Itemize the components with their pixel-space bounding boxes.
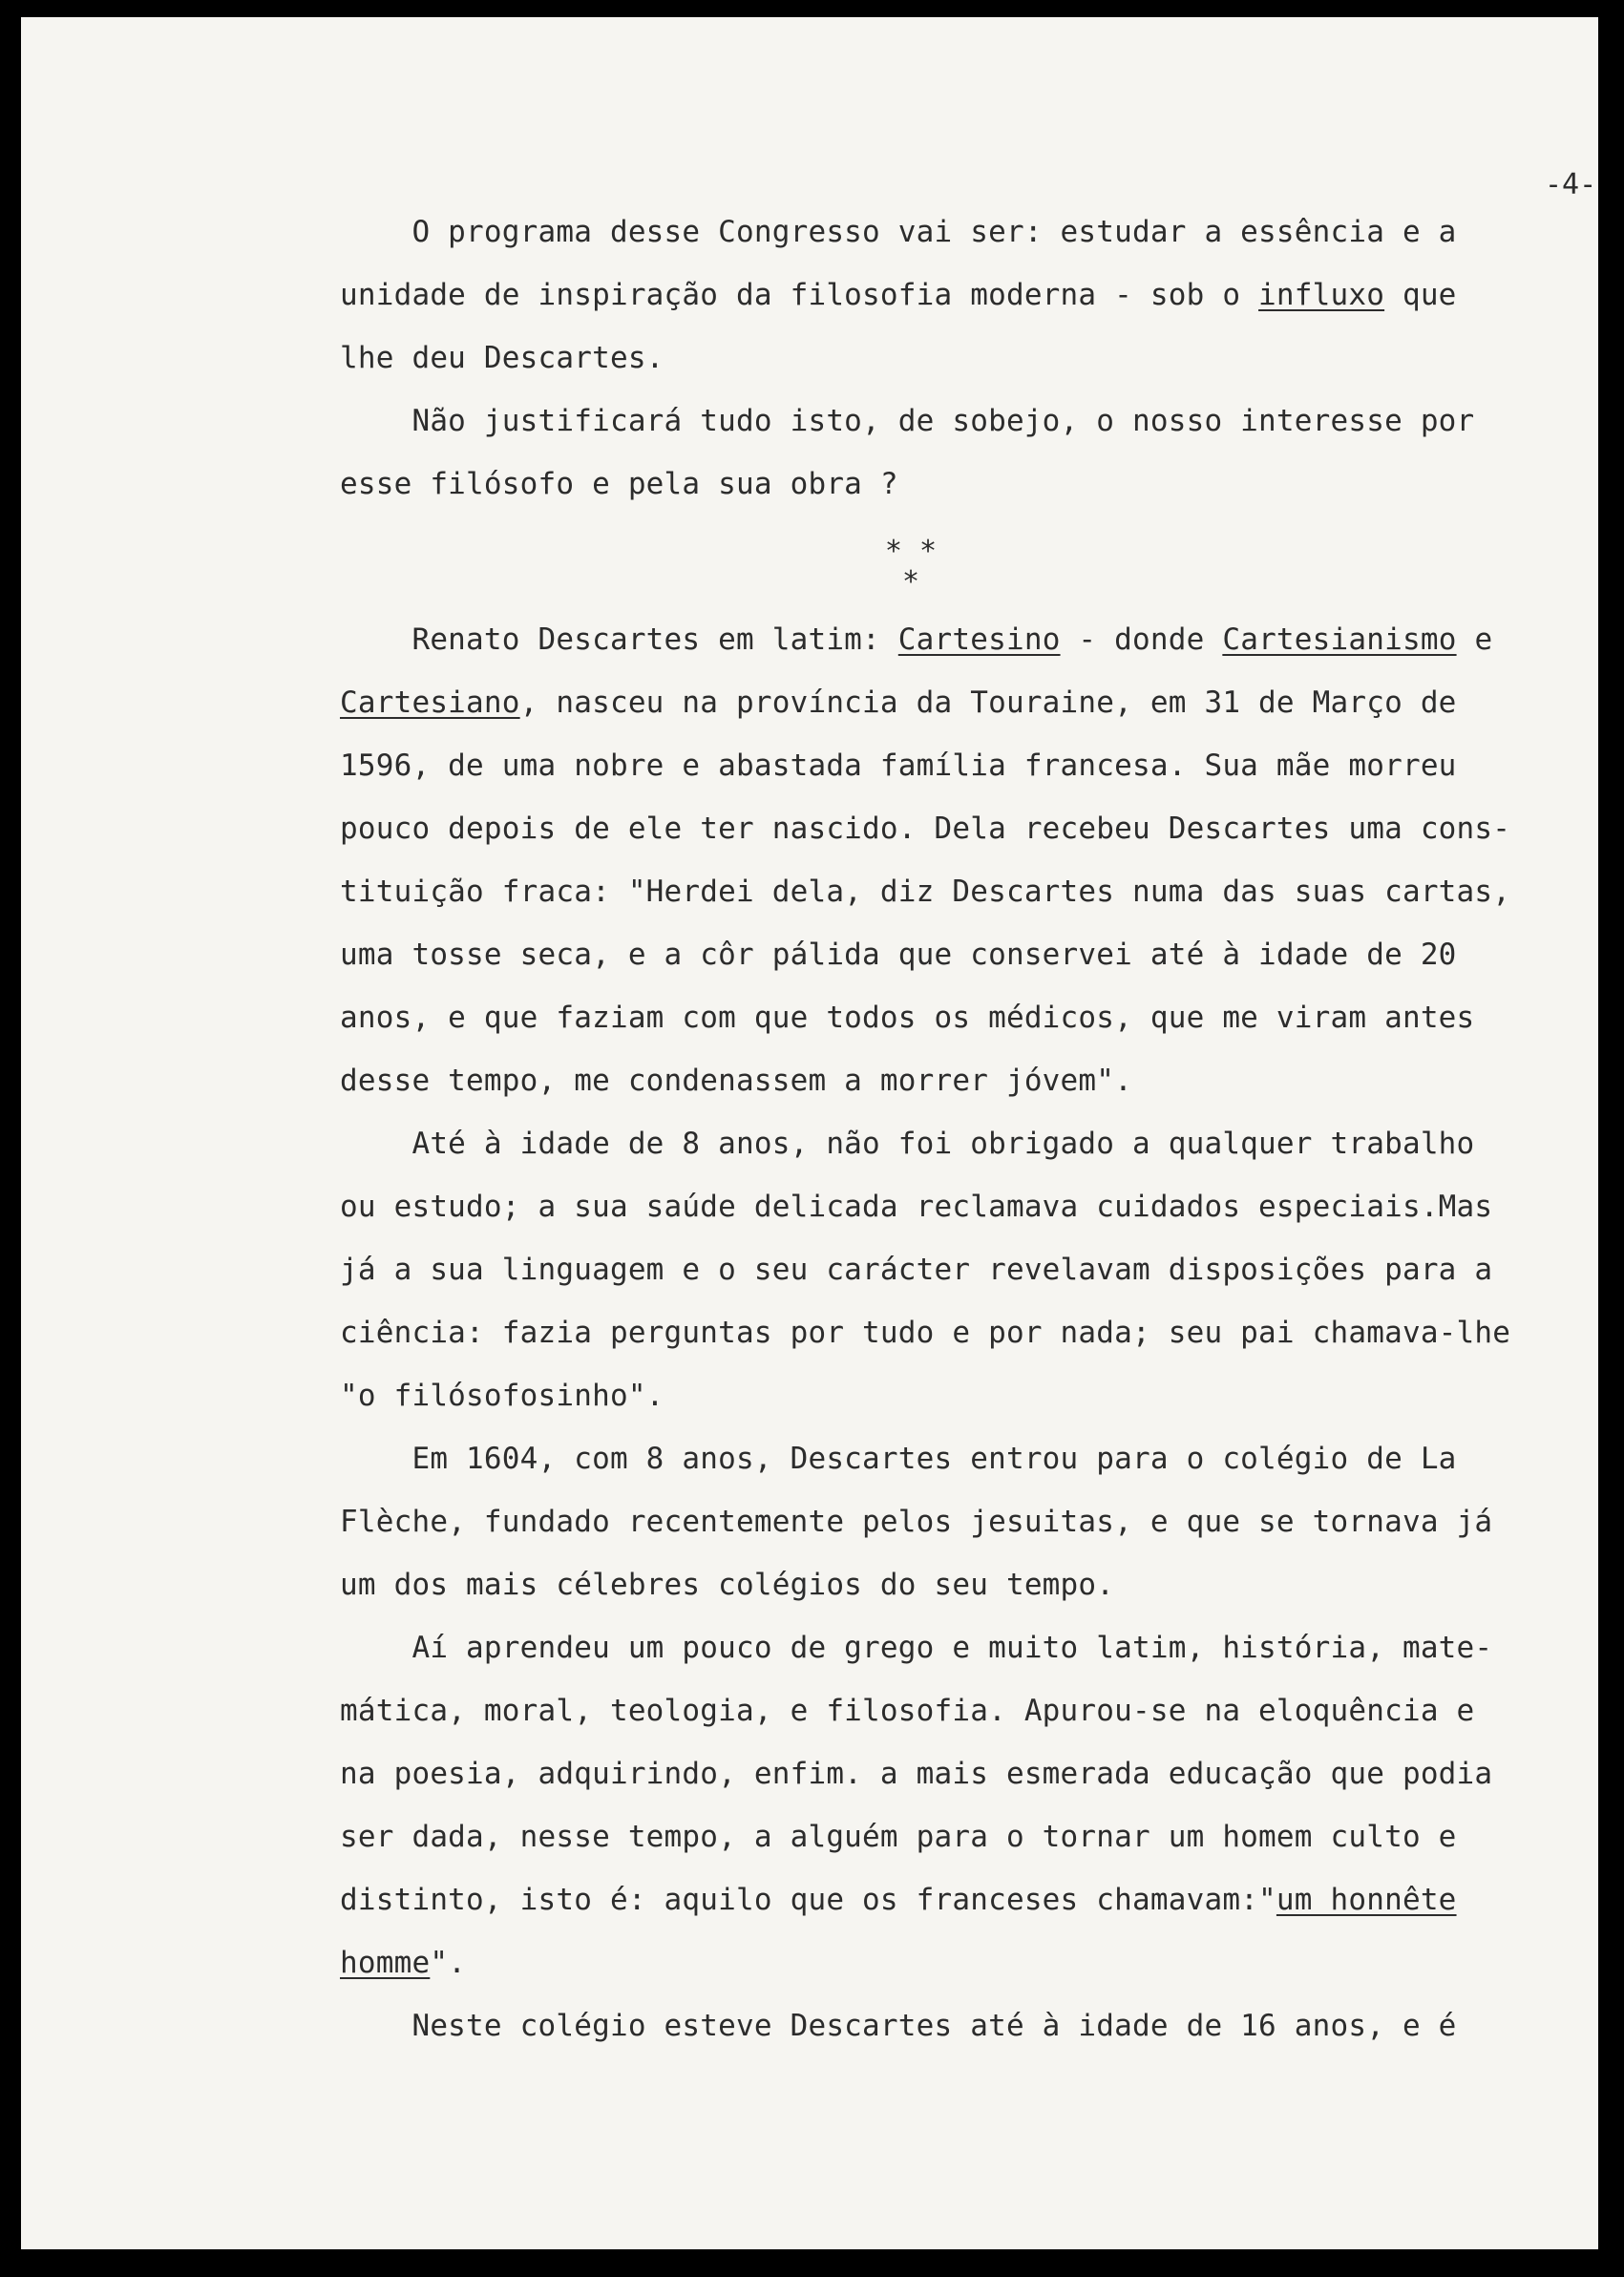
text-line: mática, moral, teologia, e filosofia. Apurou-se na eloquência e [340,1694,1475,1728]
text-line: O programa desse Congresso vai ser: estudar a essência e a [340,215,1457,249]
text-line: já a sua linguagem e o seu carácter revelavam disposições para a [340,1253,1493,1287]
text-line: "o filósofosinho". [340,1379,664,1413]
text-line: esse filósofo e pela sua obra ? [340,467,898,501]
text-line: desse tempo, me condenassem a morrer jóvem". [340,1064,1132,1098]
text-line-underline: homme". [340,1946,467,1980]
text-line-underline: Renato Descartes em latim: Cartesino - donde Cartesianismo e [340,622,1493,657]
text-line: lhe deu Descartes. [340,341,664,375]
text-line: Neste colégio esteve Descartes até à idade de 16 anos, e é [340,2009,1457,2043]
text-line: Flèche, fundado recentemente pelos jesuitas, e que se tornava já [340,1505,1493,1539]
text-line: um dos mais célebres colégios do seu tempo. [340,1568,1115,1602]
text-line: ser dada, nesse tempo, a alguém para o tornar um homem culto e [340,1820,1457,1854]
text-line: pouco depois de ele ter nascido. Dela recebeu Descartes uma cons- [340,812,1511,846]
asterisk-row: * [901,565,920,599]
text-line: Até à idade de 8 anos, não foi obrigado a qualquer trabalho [340,1127,1475,1161]
text-line: uma tosse seca, e a côr pálida que conservei até à idade de 20 [340,938,1457,972]
text-line: 1596, de uma nobre e abastada família francesa. Sua mãe morreu [340,748,1457,783]
asterisk-row: * * [884,535,938,568]
text-line: anos, e que faziam com que todos os médicos, que me viram antes [340,1001,1475,1035]
section-separator [882,537,939,598]
text-line: Aí aprendeu um pouco de grego e muito latim, história, mate- [340,1631,1493,1665]
text-line-underline: unidade de inspiração da filosofia moderna - sob o influxo que [340,278,1457,312]
text-line: Em 1604, com 8 anos, Descartes entrou para o colégio de La [340,1442,1457,1476]
text-line: tituição fraca: "Herdei dela, diz Descartes numa das suas cartas, [340,875,1511,909]
typewritten-page [21,17,1598,2249]
text-line-underline: Cartesiano, nasceu na província da Touraine, em 31 de Março de [340,685,1457,720]
text-line: ou estudo; a sua saúde delicada reclamava cuidados especiais.Mas [340,1190,1493,1224]
page-number: -4- [1545,168,1597,201]
text-line-underline: distinto, isto é: aquilo que os franceses chamavam:"um honnête [340,1883,1457,1917]
text-line: ciência: fazia perguntas por tudo e por nada; seu pai chamava-lhe [340,1316,1511,1350]
text-line: Não justificará tudo isto, de sobejo, o nosso interesse por [340,404,1475,438]
text-line: na poesia, adquirindo, enfim. a mais esmerada educação que podia [340,1757,1493,1791]
